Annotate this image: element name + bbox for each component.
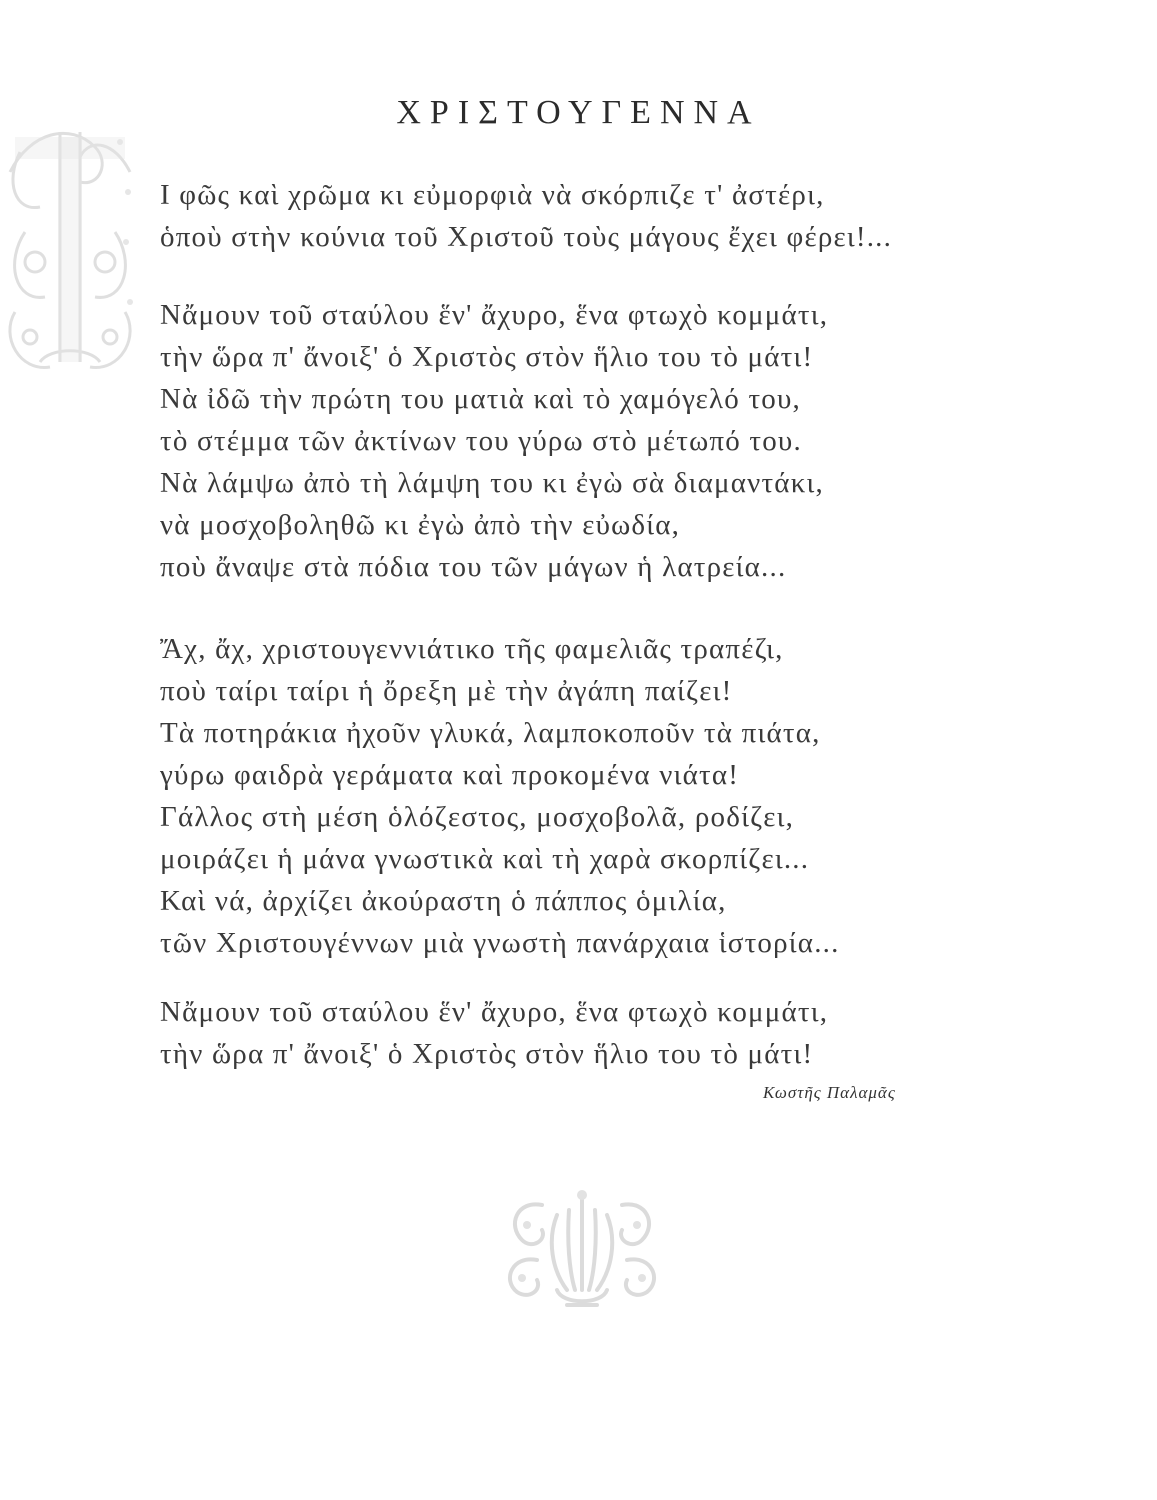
verse-line: νὰ μοσχοβοληθῶ κι ἐγὼ ἀπὸ τὴν εὐωδία,: [160, 509, 681, 541]
verse-line: Νἄμουν τοῦ σταύλου ἕν' ἄχυρο, ἕνα φτωχὸ κομμάτι,: [160, 299, 829, 331]
verse-line: τὴν ὥρα π' ἄνοιξ' ὁ Χριστὸς στὸν ἥλιο του τὸ μάτι!: [160, 1038, 814, 1070]
verse-line: τὴν ὥρα π' ἄνοιξ' ὁ Χριστὸς στὸν ἥλιο του τὸ μάτι!: [160, 341, 814, 373]
verse-line: ποὺ ταίρι ταίρι ἡ ὄρεξη μὲ τὴν ἀγάπη παίζει!: [160, 675, 733, 707]
stanza-2: [160, 294, 1020, 588]
author-signature: Κωστῆς Παλαμᾶς: [763, 1083, 896, 1102]
stanza-1: [160, 174, 1020, 258]
stanza-3: [160, 628, 1020, 964]
verse-line: Ἄχ, ἄχ, χριστουγεννιάτικο τῆς φαμελιᾶς τραπέζι,: [160, 633, 784, 665]
verse-line: τῶν Χριστουγέννων μιὰ γνωστὴ πανάρχαια ἱστορία...: [160, 927, 840, 959]
verse-line: γύρω φαιδρὰ γεράματα καὶ προκομένα νιάτα!: [160, 759, 740, 791]
verse-line: ὁποὺ στὴν κούνια τοῦ Χριστοῦ τοὺς μάγους ἔχει φέρει!...: [160, 221, 893, 253]
verse-line: Γάλλος στὴ μέση ὁλόζεστος, μοσχοβολᾶ, ροδίζει,: [160, 801, 795, 833]
verse-line: μοιράζει ἡ μάνα γνωστικὰ καὶ τὴ χαρὰ σκορπίζει...: [160, 843, 810, 875]
verse-line: Νὰ λάμψω ἀπὸ τὴ λάμψη του κι ἐγὼ σὰ διαμαντάκι,: [160, 467, 824, 499]
verse-line: Νἄμουν τοῦ σταύλου ἕν' ἄχυρο, ἕνα φτωχὸ κομμάτι,: [160, 996, 829, 1028]
verse-line: τὸ στέμμα τῶν ἀκτίνων του γύρω στὸ μέτωπό του.: [160, 425, 802, 457]
poem-title: ΧΡΙΣΤΟΥΓΕΝΝΑ: [396, 94, 761, 131]
verse-line: Ι φῶς καὶ χρῶμα κι εὐμορφιὰ νὰ σκόρπιζε τ' ἀστέρι,: [160, 179, 825, 211]
stanza-4: [160, 991, 1020, 1075]
verse-line: Νὰ ἰδῶ τὴν πρώτη του ματιὰ καὶ τὸ χαμόγελό του,: [160, 383, 802, 415]
decorative-initial-icon: [0, 112, 140, 384]
floral-tailpiece-icon: [497, 1180, 667, 1320]
verse-line: Καὶ νά, ἀρχίζει ἀκούραστη ὁ πάππος ὁμιλία,: [160, 885, 727, 917]
verse-line: ποὺ ἄναψε στὰ πόδια του τῶν μάγων ἡ λατρεία...: [160, 551, 787, 583]
verse-line: Τὰ ποτηράκια ἠχοῦν γλυκά, λαμποκοποῦν τὰ πιάτα,: [160, 717, 821, 749]
